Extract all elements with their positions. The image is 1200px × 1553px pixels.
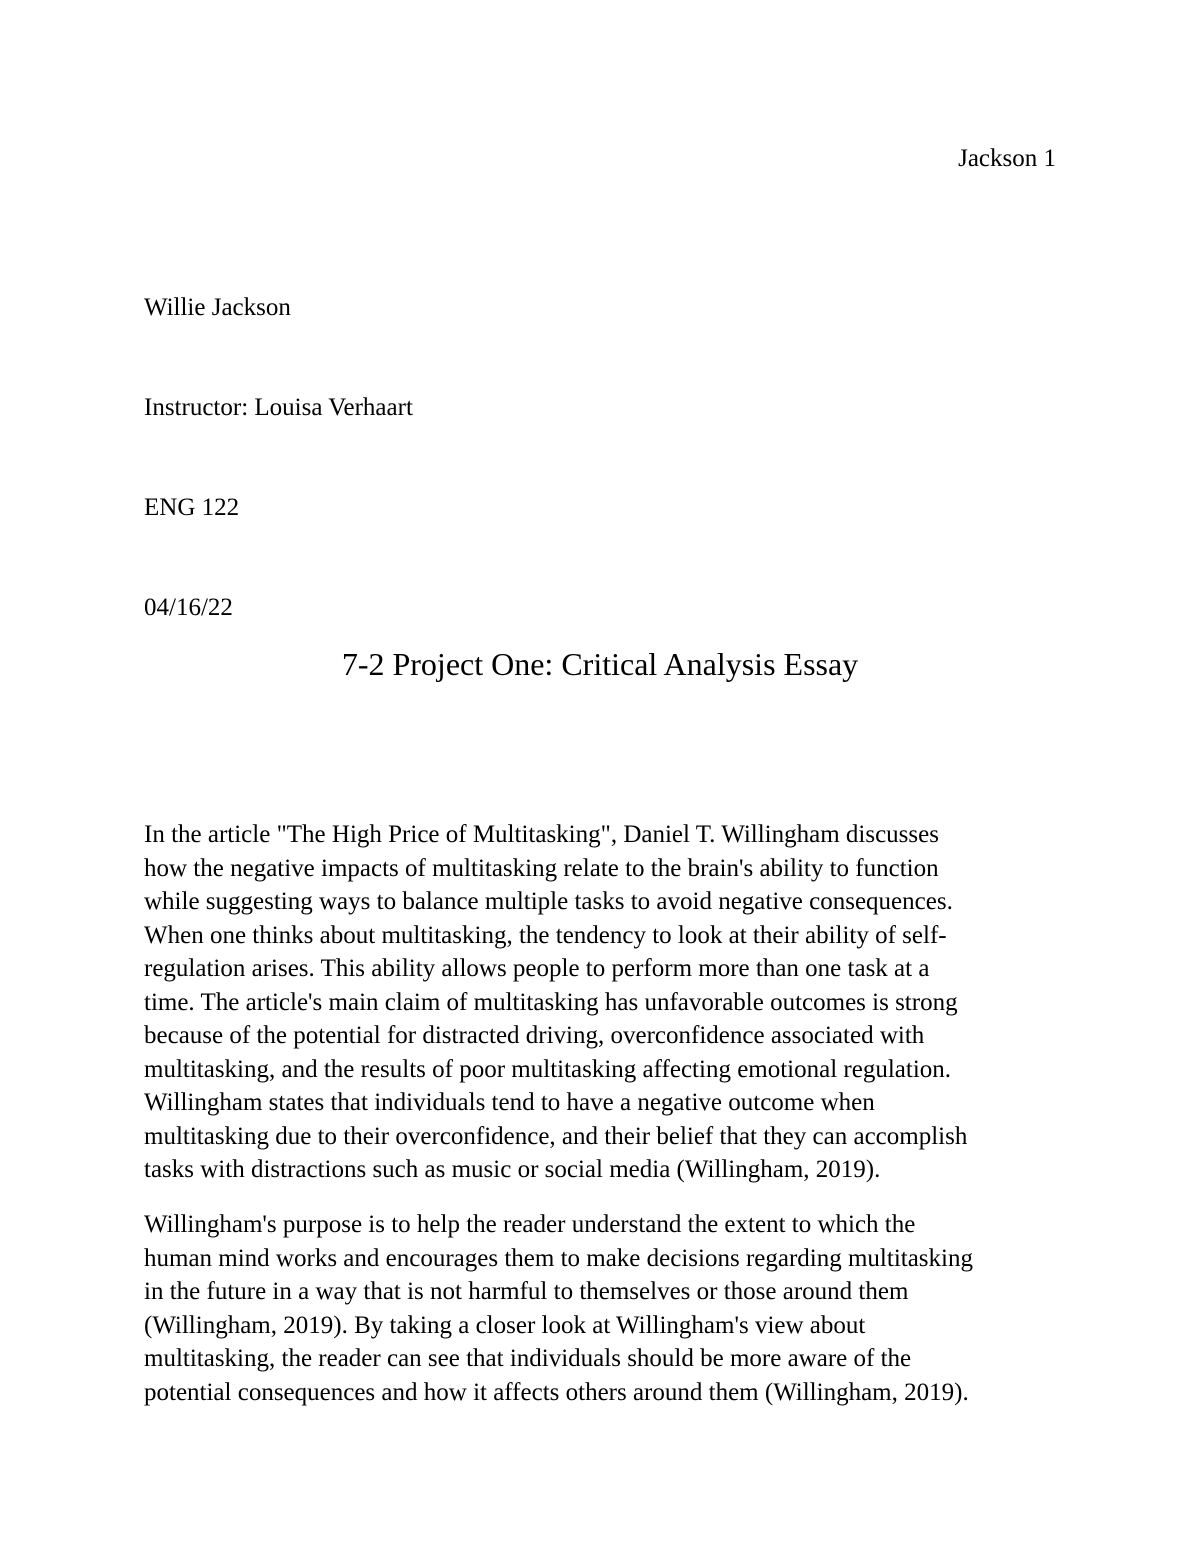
paragraph-line: how the negative impacts of multitasking relate to the brain's ability to function <box>144 854 939 882</box>
paragraph-line: time. The article's main claim of multitasking has unfavorable outcomes is strong <box>144 988 958 1016</box>
essay-title: 7-2 Project One: Critical Analysis Essay <box>341 646 859 682</box>
paragraph-line: human mind works and encourages them to make decisions regarding multitasking <box>144 1244 973 1272</box>
paragraph-2 <box>144 1208 1064 1409</box>
paragraph-line: When one thinks about multitasking, the tendency to look at their ability of self- <box>144 921 947 949</box>
paragraph-line: multitasking due to their overconfidence, and their belief that they can accomplish <box>144 1122 968 1150</box>
paragraph-line: while suggesting ways to balance multiple tasks to avoid negative consequences. <box>144 888 953 915</box>
paragraph-line: multitasking, the reader can see that individuals should be more aware of the <box>144 1345 912 1372</box>
paragraph-1 <box>144 818 1064 1187</box>
instructor-line: Instructor: Louisa Verhaart <box>144 394 413 421</box>
paragraph-line: regulation arises. This ability allows people to perform more than one task at a <box>144 955 930 982</box>
paragraph-line: Willingham's purpose is to help the reader understand the extent to which the <box>144 1211 916 1238</box>
course-line: ENG 122 <box>144 494 240 521</box>
paragraph-line: tasks with distractions such as music or social media (Willingham, 2019). <box>144 1156 881 1183</box>
paragraph-line: potential consequences and how it affects others around them (Willingham, 2019). <box>144 1378 969 1406</box>
paragraph-line: Willingham states that individuals tend to have a negative outcome when <box>144 1089 875 1116</box>
paragraph-line: because of the potential for distracted driving, overconfidence associated with <box>144 1022 925 1049</box>
running-head: Jackson 1 <box>958 145 1056 172</box>
date-line: 04/16/22 <box>144 594 233 621</box>
student-name: Willie Jackson <box>144 294 291 321</box>
paragraph-line: multitasking, and the results of poor multitasking affecting emotional regulation. <box>144 1055 952 1083</box>
paragraph-line: (Willingham, 2019). By taking a closer look at Willingham's view about <box>144 1311 866 1339</box>
paragraph-line: In the article "The High Price of Multitasking", Daniel T. Willingham discusses <box>144 821 939 848</box>
paragraph-line: in the future in a way that is not harmful to themselves or those around them <box>144 1278 909 1305</box>
